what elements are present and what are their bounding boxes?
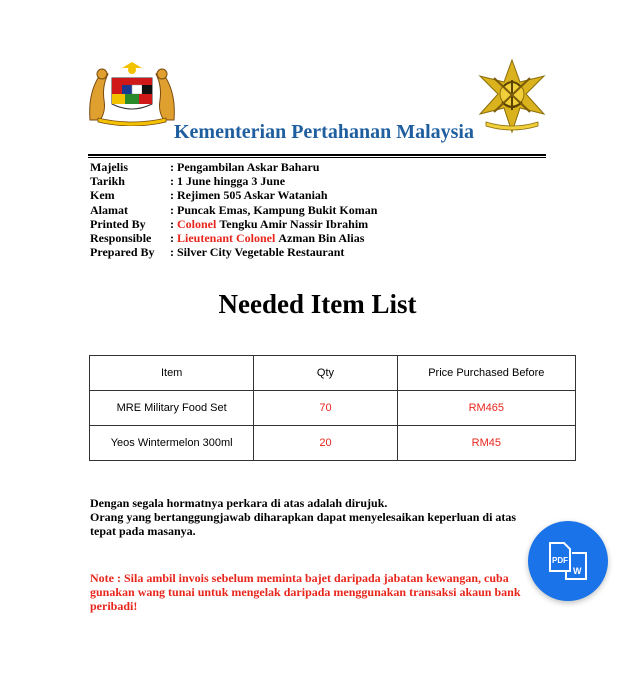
armed-forces-emblem bbox=[472, 56, 552, 136]
detail-label: Printed By bbox=[90, 216, 146, 231]
detail-row-tarikh: Tarikh : 1 June hingga 3 June bbox=[90, 174, 286, 189]
detail-label: Responsible bbox=[90, 231, 152, 246]
closing-line: tepat pada masanya. bbox=[90, 524, 196, 538]
pdf-label: PDF bbox=[552, 556, 568, 565]
header-divider bbox=[88, 154, 546, 156]
detail-row-responsible: Responsible : Lieutenant Colonel Azman Bin Alias bbox=[90, 231, 365, 246]
closing-line: Orang yang bertanggungjawab diharapkan dapat menyelesaikan keperluan di atas bbox=[90, 510, 517, 524]
detail-value: Puncak Emas, Kampung Bukit Koman bbox=[177, 202, 378, 217]
price-cell: RM45 bbox=[397, 426, 575, 461]
detail-label: Majelis bbox=[90, 160, 128, 174]
list-title: Needed Item List bbox=[218, 289, 417, 319]
detail-value: Silver City Vegetable Restaurant bbox=[177, 245, 345, 260]
items-table bbox=[89, 355, 576, 461]
table-row bbox=[90, 391, 576, 426]
qty-cell: 70 bbox=[254, 391, 397, 426]
column-header-price: Price Purchased Before bbox=[397, 356, 575, 391]
detail-value: Pengambilan Askar Baharu bbox=[177, 160, 320, 174]
coat-of-arms-logo bbox=[84, 60, 180, 126]
word-label: W bbox=[573, 566, 582, 576]
detail-value: Azman Bin Alias bbox=[278, 231, 365, 246]
detail-label: Tarikh bbox=[90, 174, 125, 189]
detail-row-alamat: Alamat : Puncak Emas, Kampung Bukit Koman bbox=[90, 202, 378, 217]
detail-value: 1 June hingga 3 June bbox=[177, 174, 286, 189]
pdf-to-word-icon bbox=[546, 541, 590, 581]
item-name-cell: MRE Military Food Set bbox=[90, 391, 254, 426]
table-row bbox=[90, 426, 576, 461]
detail-row-majelis: Majelis : Pengambilan Askar Baharu bbox=[90, 160, 320, 174]
warning-note: Note : Sila ambil invois sebelum meminta bajet daripada jabatan kewangan, cuba gunakan wang tunai untuk mengelak daripada menggunakan transaksi akaun bank peribadi! bbox=[90, 571, 521, 613]
header-divider-thin bbox=[88, 157, 546, 158]
ministry-title: Kementerian Pertahanan Malaysia bbox=[174, 121, 474, 143]
document-details bbox=[90, 160, 377, 259]
detail-rank: Colonel bbox=[177, 216, 217, 231]
column-header-qty: Qty bbox=[254, 356, 397, 391]
detail-rank: Lieutenant Colonel bbox=[177, 231, 276, 246]
table-header-row bbox=[90, 356, 576, 391]
price-cell: RM465 bbox=[397, 391, 575, 426]
detail-row-printed-by: Printed By : Colonel Tengku Amir Nassir Ibrahim bbox=[90, 216, 369, 231]
pdf-convert-button[interactable] bbox=[528, 521, 608, 601]
detail-value: Tengku Amir Nassir Ibrahim bbox=[219, 216, 369, 231]
detail-value: Rejimen 505 Askar Wataniah bbox=[177, 188, 328, 203]
detail-label: Alamat bbox=[90, 202, 128, 217]
detail-row-kem: Kem : Rejimen 505 Askar Wataniah bbox=[90, 188, 328, 203]
item-name-cell: Yeos Wintermelon 300ml bbox=[90, 426, 254, 461]
closing-paragraph bbox=[90, 496, 516, 538]
detail-label: Kem bbox=[90, 188, 115, 203]
detail-row-prepared-by: Prepared By : Silver City Vegetable Restaurant bbox=[90, 245, 345, 260]
detail-label: Prepared By bbox=[90, 245, 155, 260]
column-header-item: Item bbox=[90, 356, 254, 391]
qty-cell: 20 bbox=[254, 426, 397, 461]
closing-line: Dengan segala hormatnya perkara di atas adalah dirujuk. bbox=[90, 496, 388, 510]
